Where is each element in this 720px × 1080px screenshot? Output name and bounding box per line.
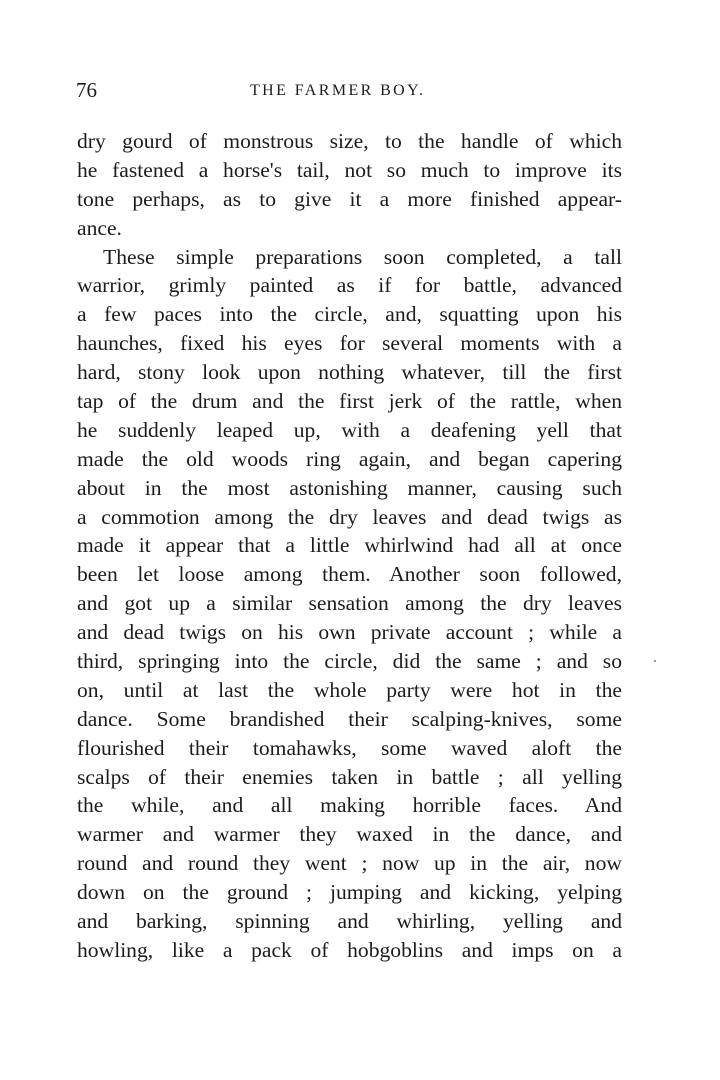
text-line: third, springing into the circle, did the same ; and so xyxy=(77,649,622,674)
text-line: and got up a similar sensation among the dry leaves xyxy=(77,591,622,616)
text-line: These simple preparations soon completed, a tall xyxy=(103,244,622,269)
page-number: 76 xyxy=(76,78,97,102)
text-line: tone perhaps, as to give it a more finished appear- xyxy=(77,186,622,211)
text-line: been let loose among them. Another soon followed, xyxy=(77,562,622,587)
text-line: made it appear that a little whirlwind had all at once xyxy=(77,533,622,558)
text-line: hard, stony look upon nothing whatever, till the first xyxy=(77,360,622,385)
text-line: and dead twigs on his own private account ; while a xyxy=(77,620,622,645)
text-line: the while, and all making horrible faces. And xyxy=(77,793,622,818)
text-line: down on the ground ; jumping and kicking, yelping xyxy=(77,880,622,905)
text-line: dance. Some brandished their scalping-knives, some xyxy=(77,706,622,731)
text-line: flourished their tomahawks, some waved aloft the xyxy=(77,735,622,760)
text-line: dry gourd of monstrous size, to the handle of which xyxy=(77,129,622,153)
text-line: he fastened a horse's tail, not so much to improve its xyxy=(77,157,622,182)
running-title: THE FARMER BOY. xyxy=(250,82,426,99)
text-line: warmer and warmer they waxed in the dance, and xyxy=(77,822,622,847)
text-line: about in the most astonishing manner, causing such xyxy=(77,475,622,500)
running-head xyxy=(76,78,622,102)
body-text xyxy=(77,127,622,965)
text-line: and barking, spinning and whirling, yelling and xyxy=(77,909,622,934)
text-line: on, until at last the whole party were hot in the xyxy=(77,677,622,702)
ink-speck xyxy=(654,660,656,662)
text-line: round and round they went ; now up in the air, now xyxy=(77,851,622,876)
text-line: he suddenly leaped up, with a deafening yell that xyxy=(77,417,622,442)
text-line: ance. xyxy=(77,215,122,240)
text-line: haunches, fixed his eyes for several moments with a xyxy=(77,331,622,356)
text-line: a few paces into the circle, and, squatting upon his xyxy=(77,302,622,327)
text-line: howling, like a pack of hobgoblins and imps on a xyxy=(77,937,622,962)
text-line: made the old woods ring again, and began capering xyxy=(77,446,622,471)
text-line: a commotion among the dry leaves and dead twigs as xyxy=(77,504,622,529)
text-line: tap of the drum and the first jerk of the rattle, when xyxy=(77,389,622,414)
text-line: scalps of their enemies taken in battle ; all yelling xyxy=(77,764,622,789)
text-line: warrior, grimly painted as if for battle, advanced xyxy=(77,273,622,298)
